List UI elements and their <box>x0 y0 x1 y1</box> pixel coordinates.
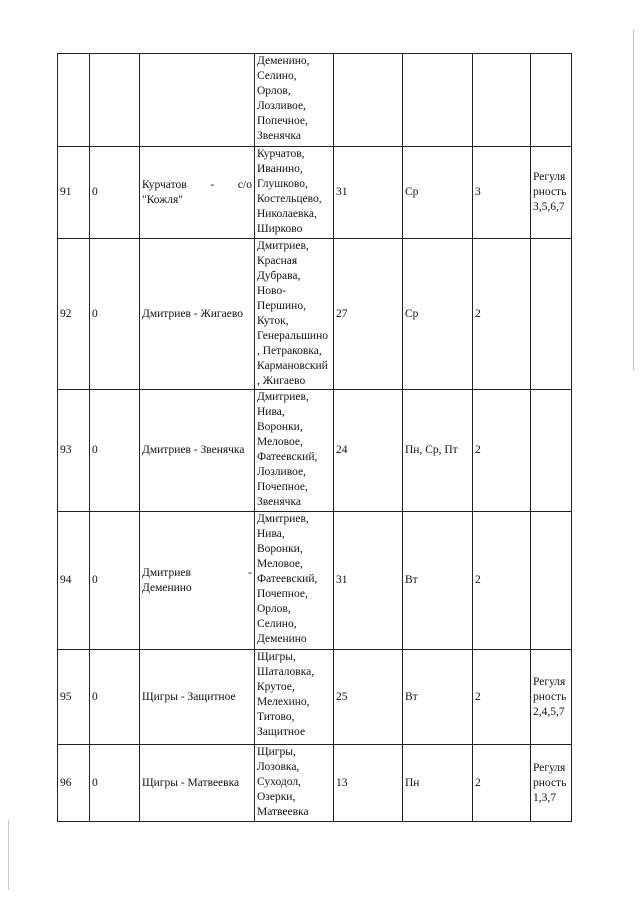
route-name-cell <box>140 512 255 650</box>
days-cell: Вт <box>403 512 473 650</box>
days-cell: Пн <box>403 745 473 822</box>
table-row <box>58 54 572 147</box>
stop-item: Иванино, <box>257 163 303 175</box>
stop-item: Звенячка <box>257 130 301 142</box>
count-cell <box>473 54 531 147</box>
route-name-cell: Щигры - Защитное <box>140 650 255 745</box>
stop-item: Щигры, <box>257 651 296 663</box>
count-cell: 2 <box>473 239 531 390</box>
note-cell <box>531 54 572 147</box>
distance-cell: 31 <box>334 512 403 650</box>
stop-item: Почепное, <box>257 481 308 493</box>
stop-item: , Жигаево <box>257 375 306 387</box>
count-cell: 3 <box>473 147 531 239</box>
days-cell: Вт <box>403 650 473 745</box>
stop-item: Селино, <box>257 70 297 82</box>
route-name-start: Курчатов <box>142 178 187 191</box>
scan-edge-mark <box>633 30 634 370</box>
stop-item: Попечное, <box>257 115 308 127</box>
stop-item: Кармановский <box>257 360 328 372</box>
distance-cell: 25 <box>334 650 403 745</box>
note-cell: Регуля рность 1,3,7 <box>531 745 572 822</box>
route-number-cell: 92 <box>58 239 90 390</box>
zero-cell <box>90 54 140 147</box>
stops-cell <box>255 239 334 390</box>
route-name-line2: Деменино <box>142 581 192 594</box>
route-number-cell: 91 <box>58 147 90 239</box>
stop-item: Щигры, <box>257 746 296 758</box>
zero-cell: 0 <box>90 650 140 745</box>
stop-item: Дубрава, <box>257 270 301 282</box>
stop-item: Генеральшино <box>257 330 328 342</box>
stop-item: Селино, <box>257 618 297 630</box>
stop-item: Озерки, <box>257 791 296 803</box>
days-cell: Пн, Ср, Пт <box>403 390 473 512</box>
stop-item: Орлов, <box>257 85 291 97</box>
stop-item: Ширково <box>257 223 303 235</box>
stops-cell <box>255 54 334 147</box>
stop-item: Деменино <box>257 633 307 645</box>
stop-item: Защитное <box>257 726 306 738</box>
table-row <box>58 390 572 512</box>
stop-item: Почепное, <box>257 588 308 600</box>
stop-item: Першино, <box>257 300 306 312</box>
stop-item: Курчатов, <box>257 148 305 160</box>
days-cell: Ср <box>403 239 473 390</box>
stop-item: Меловое, <box>257 558 303 570</box>
zero-cell: 0 <box>90 390 140 512</box>
stop-item: , Петраковка, <box>257 345 322 357</box>
route-name-cell <box>140 54 255 147</box>
zero-cell: 0 <box>90 239 140 390</box>
stops-cell <box>255 650 334 745</box>
table-row <box>58 650 572 745</box>
count-cell: 2 <box>473 390 531 512</box>
stop-item: Мелехино, <box>257 696 310 708</box>
distance-cell <box>334 54 403 147</box>
table-row <box>58 239 572 390</box>
zero-cell: 0 <box>90 512 140 650</box>
route-name-start: Дмитриев <box>142 566 191 579</box>
stop-item: Нива, <box>257 528 285 540</box>
route-number-cell: 94 <box>58 512 90 650</box>
route-name-line2: "Кожля" <box>142 193 183 206</box>
stop-item: Воронки, <box>257 543 303 555</box>
stop-item: Николаевка, <box>257 208 317 220</box>
stop-item: Нива, <box>257 406 285 418</box>
route-name-cell: Дмитриев - Звенячка <box>140 390 255 512</box>
note-cell <box>531 239 572 390</box>
zero-cell: 0 <box>90 147 140 239</box>
route-name-dash: - <box>210 178 215 191</box>
route-number-cell: 95 <box>58 650 90 745</box>
note-cell <box>531 390 572 512</box>
note-cell: Регуля рность 2,4,5,7 <box>531 650 572 745</box>
note-cell <box>531 512 572 650</box>
route-name-cell: Дмитриев - Жигаево <box>140 239 255 390</box>
route-name-end: с/о <box>237 178 252 191</box>
stop-item: Деменино, <box>257 55 310 67</box>
stop-item: Дмитриев, <box>257 240 309 252</box>
stop-item: Куток, <box>257 315 289 327</box>
route-number-cell: 96 <box>58 745 90 822</box>
scan-edge-mark <box>8 820 9 890</box>
stops-cell <box>255 512 334 650</box>
stop-item: Красная <box>257 255 298 267</box>
route-name-cell: Щигры - Матвеевка <box>140 745 255 822</box>
stop-item: Меловое, <box>257 436 303 448</box>
table-row <box>58 745 572 822</box>
stop-item: Глушково, <box>257 178 308 190</box>
distance-cell: 24 <box>334 390 403 512</box>
count-cell: 2 <box>473 745 531 822</box>
distance-cell: 31 <box>334 147 403 239</box>
stop-item: Суходол, <box>257 776 301 788</box>
table-row <box>58 147 572 239</box>
stop-item: Лозливое, <box>257 466 306 478</box>
zero-cell: 0 <box>90 745 140 822</box>
route-number-cell <box>58 54 90 147</box>
count-cell: 2 <box>473 512 531 650</box>
stop-item: Ново- <box>257 285 286 297</box>
stop-item: Фатеевский, <box>257 573 318 585</box>
note-cell: Регуля рность 3,5,6,7 <box>531 147 572 239</box>
stop-item: Воронки, <box>257 421 303 433</box>
count-cell: 2 <box>473 650 531 745</box>
days-cell: Ср <box>403 147 473 239</box>
days-cell <box>403 54 473 147</box>
stop-item: Фатеевский, <box>257 451 318 463</box>
stop-item: Шаталовка, <box>257 666 315 678</box>
stops-cell <box>255 745 334 822</box>
stops-cell <box>255 147 334 239</box>
route-name-cell <box>140 147 255 239</box>
stop-item: Матвеевка <box>257 806 309 818</box>
distance-cell: 27 <box>334 239 403 390</box>
table-row <box>58 512 572 650</box>
stop-item: Дмитриев, <box>257 513 309 525</box>
stop-item: Дмитриев, <box>257 391 309 403</box>
distance-cell: 13 <box>334 745 403 822</box>
stop-item: Звенячка <box>257 496 301 508</box>
route-number-cell: 93 <box>58 390 90 512</box>
stop-item: Лозливое, <box>257 100 306 112</box>
stop-item: Титово, <box>257 711 295 723</box>
routes-table <box>57 53 572 822</box>
stop-item: Крутое, <box>257 681 295 693</box>
stops-cell <box>255 390 334 512</box>
route-name-dash: - <box>248 566 252 579</box>
stop-item: Орлов, <box>257 603 291 615</box>
stop-item: Лозовка, <box>257 761 300 773</box>
stop-item: Костельцево, <box>257 193 322 205</box>
